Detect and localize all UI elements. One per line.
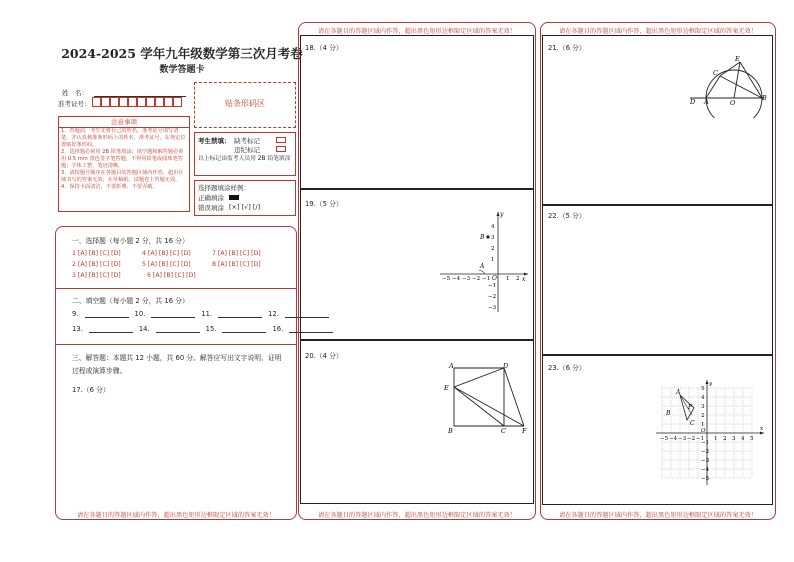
y-tick-label: 1 xyxy=(701,422,705,428)
blank-number: 9. xyxy=(72,310,79,318)
fill-blank-row[interactable] xyxy=(72,310,329,318)
y-tick-label: 1 xyxy=(491,257,495,263)
y-tick-label: −1 xyxy=(488,283,497,289)
label-b: B xyxy=(762,94,767,102)
label-e: E xyxy=(444,384,449,392)
label-o: O xyxy=(730,99,736,107)
q18-box[interactable] xyxy=(300,35,534,189)
absent-label: 缺考标记 xyxy=(234,137,260,145)
y-tick-label: −2 xyxy=(488,294,497,300)
x-tick-label: 5 xyxy=(750,436,754,442)
choice-row[interactable]: 6 [A] [B] [C] [D] xyxy=(147,272,196,279)
y-tick-label: −3 xyxy=(488,305,497,311)
origin-label: O xyxy=(701,428,706,434)
fill-blank-row[interactable] xyxy=(72,325,333,333)
blank-number: 12. xyxy=(268,310,279,318)
x-tick-label: −1 xyxy=(482,276,491,282)
label-a: A xyxy=(449,362,454,370)
q22-label: 22.（5 分） xyxy=(548,212,586,220)
x-tick-label: −5 xyxy=(660,436,669,442)
q19-label: 19.（5 分） xyxy=(305,200,343,208)
label-e: E xyxy=(735,55,740,63)
choice-row[interactable]: 3 [A] [B] [C] [D] xyxy=(72,272,121,279)
note-item: 2．选择题必须用 2B 铅笔填涂；填空题和解答题必须用 0.5 mm 黑色签字笔答题，不得用铅笔或圆珠笔答题；字体工整、笔迹清晰。 xyxy=(61,149,184,169)
choice-row[interactable]: 1 [A] [B] [C] [D] xyxy=(72,250,121,257)
origin-label: O xyxy=(492,275,497,282)
y-tick-label: −5 xyxy=(701,476,710,482)
y-tick-label: 2 xyxy=(701,413,705,419)
name-label: 姓 名： xyxy=(62,89,88,97)
q22-box[interactable] xyxy=(542,205,773,355)
blank-line[interactable] xyxy=(218,310,262,318)
violation-checkbox[interactable] xyxy=(276,146,286,152)
q20-label: 20.（4 分） xyxy=(305,352,343,360)
blank-number: 13. xyxy=(72,325,83,333)
y-tick-label: 4 xyxy=(491,224,495,230)
x-tick-label: −4 xyxy=(452,276,461,282)
label-f: F xyxy=(522,427,527,434)
sample-wrong-marks: [×] [√] [/] xyxy=(229,203,261,211)
q20-geometry-figure xyxy=(440,360,532,434)
blank-number: 10. xyxy=(134,310,146,318)
x-tick-label: −2 xyxy=(472,276,481,282)
blank-number: 16. xyxy=(272,325,284,333)
label-c: C xyxy=(501,427,506,434)
x-tick-label: 1 xyxy=(714,436,718,442)
x-tick-label: −2 xyxy=(687,436,696,442)
blank-line[interactable] xyxy=(151,310,195,318)
x-tick-label: 3 xyxy=(732,436,736,442)
y-axis-label: y xyxy=(500,211,504,218)
label-d: D xyxy=(503,362,509,370)
label-b: B xyxy=(448,427,453,434)
x-tick-label: −3 xyxy=(462,276,471,282)
y-tick-label: −3 xyxy=(701,458,710,464)
x-axis-label: x xyxy=(522,276,526,283)
x-tick-label: −1 xyxy=(696,436,705,442)
notes-title: 注意事项 xyxy=(58,117,190,128)
divider xyxy=(56,288,296,289)
sample-wrong-label: 错误填涂 xyxy=(198,204,224,212)
warning-right-top: 请在各题目的答题区域内作答，超出黑色矩形边框限定区域的答案无效！ xyxy=(559,28,757,35)
x-tick-label: −5 xyxy=(442,276,451,282)
label-b: B xyxy=(666,410,671,417)
status-note: 以上标记由监考人员用 2B 铅笔填涂 xyxy=(198,156,291,162)
blank-line[interactable] xyxy=(156,325,200,333)
warning-right-bottom: 请在各题目的答题区域内作答，超出黑色矩形边框限定区域的答案无效！ xyxy=(559,512,757,519)
y-tick-label: 3 xyxy=(491,235,495,241)
warning-left: 请在各题目的答题区域内作答，超出黑色矩形边框限定区域的答案无效！ xyxy=(77,512,275,519)
section3-title: 三、解答题：本题共 12 小题，共 60 分。解答应写出文字说明、证明过程或演算步骤。 xyxy=(72,354,282,375)
y-axis-label: y xyxy=(709,381,713,387)
label-a: A xyxy=(704,98,709,106)
q17-label: 17.（6 分） xyxy=(72,386,110,394)
x-axis-label: x xyxy=(760,426,764,432)
x-tick-label: −3 xyxy=(678,436,687,442)
sample-correct-label: 正确填涂 xyxy=(198,194,224,202)
y-tick-label: 2 xyxy=(491,246,495,252)
label-a: A xyxy=(676,389,681,396)
note-item: 4．保持卡面清洁，不要折叠、不要弄破。 xyxy=(61,184,158,190)
barcode-label: 贴条形码区 xyxy=(225,99,265,108)
x-tick-label: −4 xyxy=(669,436,678,442)
note-item: 3．请按题号顺序在各题目的答题区域内作答，超出区域书写的答案无效；在草稿纸、试题卷上答题无效。 xyxy=(61,170,184,183)
choice-row[interactable]: 7 [A] [B] [C] [D] xyxy=(212,250,261,257)
q21-label: 21.（6 分） xyxy=(548,44,586,52)
warning-middle-bottom: 请在各题目的答题区域内作答，超出黑色矩形边框限定区域的答案无效！ xyxy=(318,512,516,519)
label-c: C xyxy=(690,420,695,427)
point-b-label: B xyxy=(480,234,485,241)
y-tick-label: −1 xyxy=(701,440,710,446)
y-tick-label: 4 xyxy=(701,395,705,401)
exam-subtitle: 数学答题卡 xyxy=(159,65,205,75)
blank-number: 15. xyxy=(205,325,217,333)
label-d: D xyxy=(690,98,696,106)
q18-label: 18.（4 分） xyxy=(305,44,343,52)
x-tick-label: 2 xyxy=(723,436,727,442)
note-item: 1．答题前，考生先将自己的姓名，准考证号填写清楚，并认真核准条形码上的姓名、准考证号，在规定位置贴好条形码。 xyxy=(61,128,186,148)
id-boxes[interactable] xyxy=(92,97,182,107)
choice-grid[interactable] xyxy=(72,250,282,283)
x-tick-label: 1 xyxy=(506,276,510,282)
q23-label: 23.（6 分） xyxy=(548,364,586,372)
y-tick-label: 5 xyxy=(701,386,705,392)
choice-row[interactable]: 4 [A] [B] [C] [D] xyxy=(142,250,191,257)
y-tick-label: 3 xyxy=(701,404,705,410)
exam-title: 2024-2025 学年九年级数学第三次月考卷 xyxy=(61,46,303,61)
violation-label: 违纪标记 xyxy=(234,146,260,154)
absent-checkbox[interactable] xyxy=(276,137,286,143)
point-b xyxy=(486,235,489,238)
blank-line[interactable] xyxy=(89,325,133,333)
notes-list xyxy=(61,128,188,191)
label-p: P xyxy=(688,404,693,411)
blank-line[interactable] xyxy=(222,325,266,333)
point-a-label: A xyxy=(480,263,485,270)
blank-line[interactable] xyxy=(85,310,129,318)
warning-middle-top: 请在各题目的答题区域内作答，超出黑色矩形边框限定区域的答案无效！ xyxy=(318,28,516,35)
q21-circle-figure xyxy=(686,52,772,118)
status-label: 考生禁填： xyxy=(198,137,231,145)
choice-row[interactable]: 5 [A] [B] [C] [D] xyxy=(142,261,191,268)
x-tick-label: 2 xyxy=(516,276,520,282)
label-c: C xyxy=(713,69,718,77)
sample-title: 选择题填涂样例： xyxy=(198,184,250,192)
filled-sample-mark xyxy=(229,195,239,200)
x-tick-label: 4 xyxy=(741,436,745,442)
q19-coordinate-figure xyxy=(436,208,532,316)
q23-grid-figure xyxy=(654,378,768,488)
choice-row[interactable]: 2 [A] [B] [C] [D] xyxy=(72,261,121,268)
y-tick-label: −2 xyxy=(701,449,710,455)
y-tick-label: −4 xyxy=(701,467,710,473)
divider xyxy=(56,344,296,345)
section2-title: 二、填空题（每小题 2 分，共 16 分） xyxy=(72,297,189,305)
choice-row[interactable]: 8 [A] [B] [C] [D] xyxy=(212,261,261,268)
blank-number: 14. xyxy=(138,325,150,333)
blank-number: 11. xyxy=(201,310,213,318)
section1-title: 一、选择题（每小题 2 分，共 16 分） xyxy=(72,237,189,245)
id-label: 准考证号： xyxy=(58,100,91,108)
